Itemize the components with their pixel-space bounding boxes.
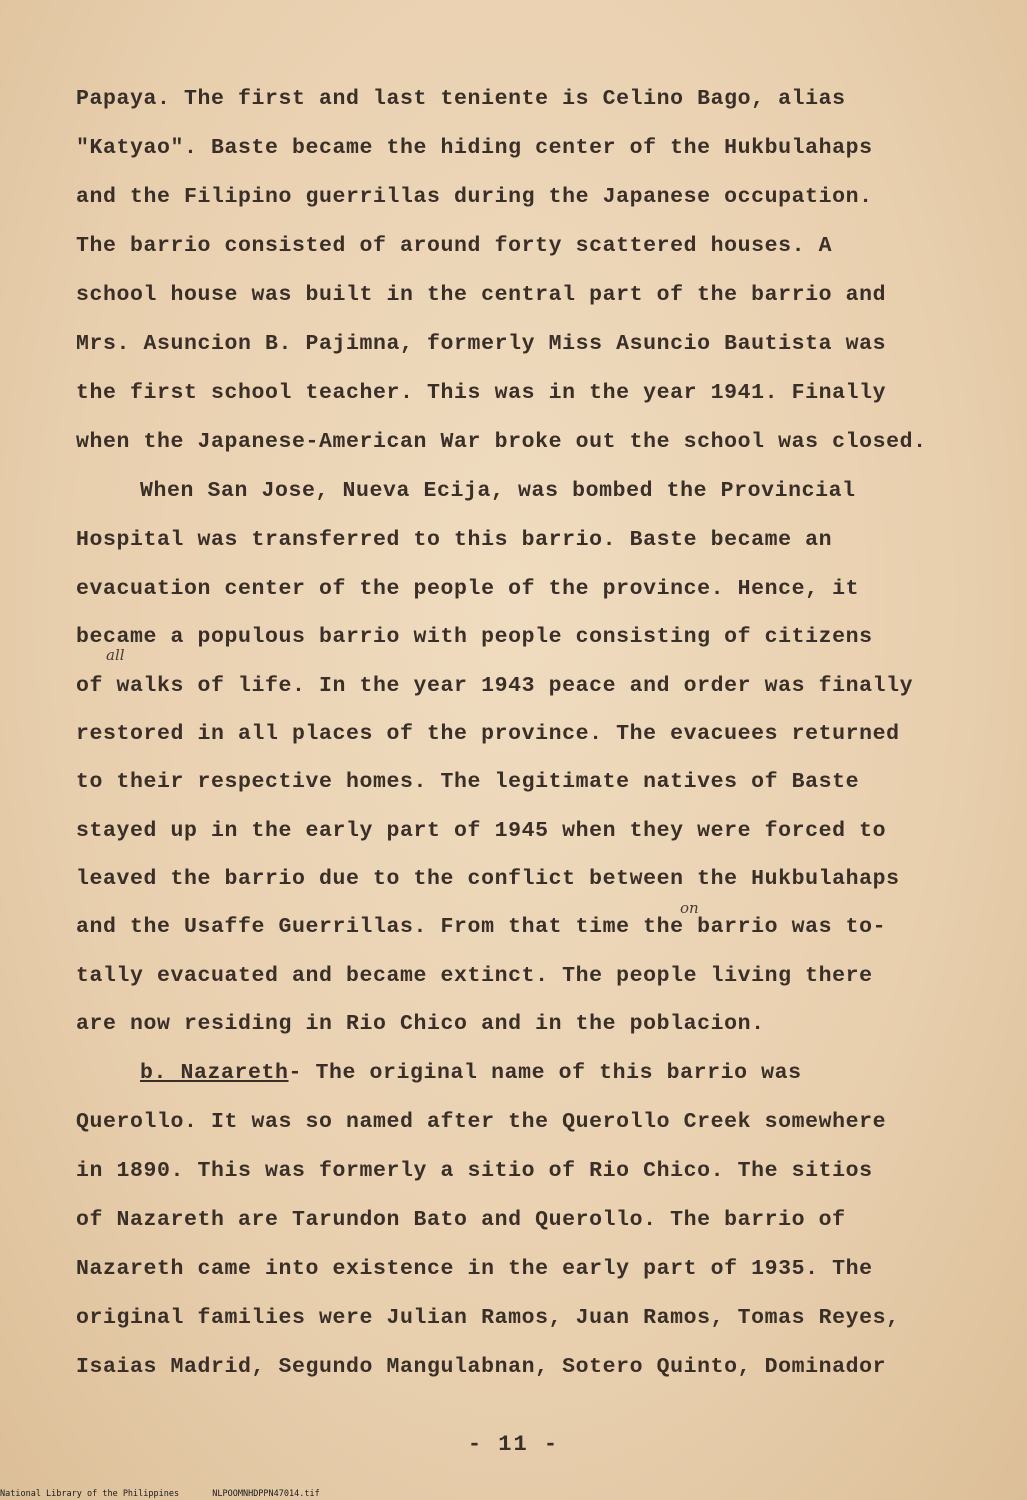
text-line-4: The barrio consisted of around forty scattered houses. A [76,234,833,258]
text-line-13: of walks of life. In the year 1943 peace and order was finally [76,674,914,698]
section-heading-line [140,1061,802,1085]
text-line-12: became a populous barrio with people consisting of citizens [76,625,873,649]
scan-footer [0,1489,348,1499]
text-line-25: original families were Julian Ramos, Juan Ramos, Tomas Reyes, [76,1306,900,1330]
text-line-5: school house was built in the central part of the barrio and [76,283,887,307]
handwritten-insert-all: all [106,646,125,664]
section-label: b. Nazareth [140,1061,289,1085]
footer-file: NLPOOMNHDPPN47014.tif [212,1489,320,1499]
text-line-20: are now residing in Rio Chico and in the poblacion. [76,1012,765,1036]
text-line-22: in 1890. This was formerly a sitio of Rio Chico. The sitios [76,1159,873,1183]
text-line-1: Papaya. The first and last teniente is Celino Bago, alias [76,87,846,111]
text-line-17: leaved the barrio due to the conflict between the Hukbulahaps [76,867,900,891]
text-line-21: Querollo. It was so named after the Querollo Creek somewhere [76,1110,887,1134]
page-number: - 11 - [467,1432,560,1457]
text-line-23: of Nazareth are Tarundon Bato and Querollo. The barrio of [76,1208,846,1232]
text-line-26: Isaias Madrid, Segundo Mangulabnan, Sotero Quinto, Dominador [76,1355,887,1379]
text-line-14: restored in all places of the province. The evacuees returned [76,722,900,746]
footer-library: National Library of the Philippines [0,1489,180,1499]
text-line-15: to their respective homes. The legitimate natives of Baste [76,770,860,794]
text-line-3: and the Filipino guerrillas during the Japanese occupation. [76,185,873,209]
text-line-24: Nazareth came into existence in the early part of 1935. The [76,1257,873,1281]
text-line-19: tally evacuated and became extinct. The people living there [76,964,873,988]
handwritten-insert-on: on [680,899,699,917]
text-line-18: and the Usaffe Guerrillas. From that time the barrio was to- [76,915,887,939]
text-line-16: stayed up in the early part of 1945 when they were forced to [76,819,887,843]
section-rest: - The original name of this barrio was [288,1061,802,1085]
text-line-7: the first school teacher. This was in the year 1941. Finally [76,381,887,405]
text-line-10: Hospital was transferred to this barrio. Baste became an [76,528,833,552]
text-line-9: When San Jose, Nueva Ecija, was bombed the Provincial [140,479,856,503]
text-line-11: evacuation center of the people of the province. Hence, it [76,577,860,601]
text-line-6: Mrs. Asuncion B. Pajimna, formerly Miss Asuncio Bautista was [76,332,887,356]
text-line-2: "Katyao". Baste became the hiding center of the Hukbulahaps [76,136,873,160]
text-line-8: when the Japanese-American War broke out the school was closed. [76,430,927,454]
